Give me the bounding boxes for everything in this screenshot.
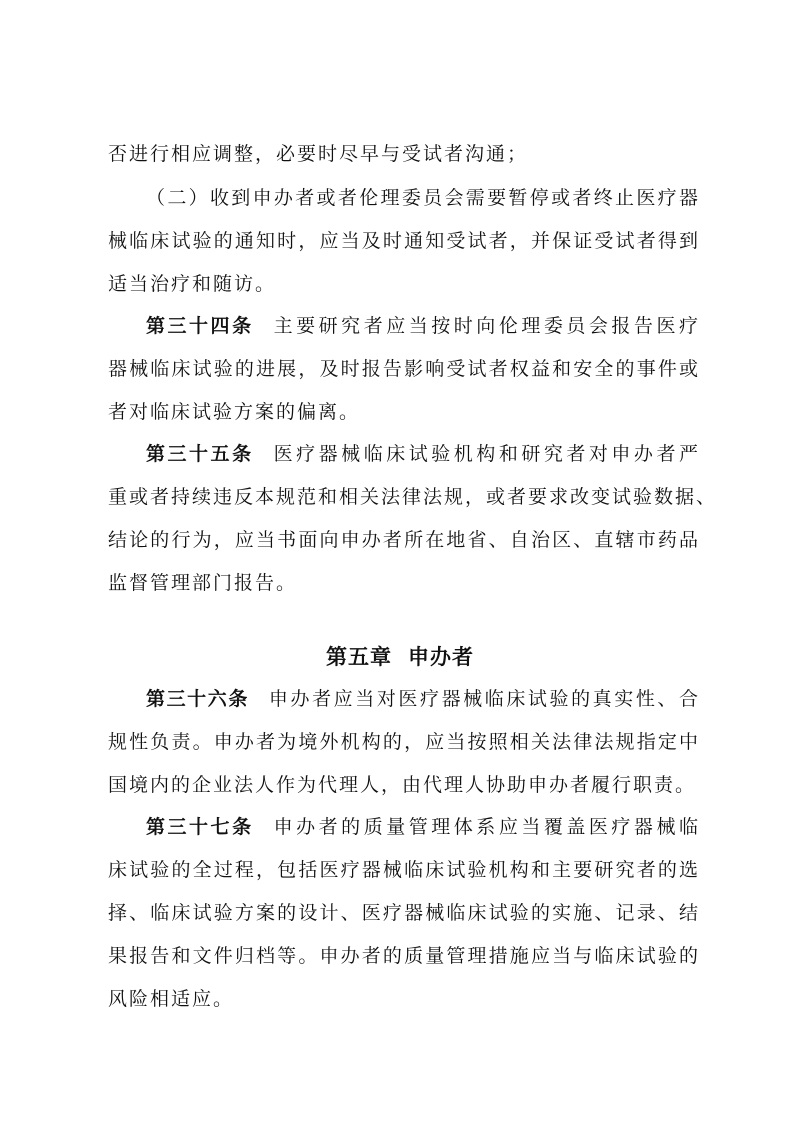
- paragraph-line: 床试验的全过程，包括医疗器械临床试验机构和主要研究者的选: [108, 859, 700, 881]
- article-36-first-line: [146, 687, 700, 711]
- paragraph-line: 规性负责。申办者为境外机构的，应当按照相关法律法规指定中: [108, 731, 700, 753]
- paragraph-line: 监督管理部门报告。: [108, 572, 298, 594]
- paragraph-line: 重或者持续违反本规范和相关法律法规，或者要求改变试验数据、: [108, 486, 718, 508]
- paragraph-line: 器械临床试验的进展，及时报告影响受试者权益和安全的事件或: [108, 358, 700, 380]
- paragraph-line: 者对临床试验方案的偏离。: [108, 401, 361, 423]
- article-text: 医疗器械临床试验机构和研究者对申办者严: [273, 443, 700, 465]
- chapter-heading: [0, 644, 800, 670]
- article-text: 申办者的质量管理体系应当覆盖医疗器械临: [273, 816, 700, 838]
- article-number: 第三十四条: [146, 315, 254, 337]
- paragraph-line: 国境内的企业法人作为代理人，由代理人协助申办者履行职责。: [108, 774, 697, 796]
- article-number: 第三十六条: [146, 688, 249, 710]
- paragraph-line: （二）收到申办者或者伦理委员会需要暂停或者终止医疗器: [146, 187, 700, 209]
- paragraph-line: 结论的行为，应当书面向申办者所在地省、自治区、直辖市药品: [108, 529, 700, 551]
- article-37-first-line: [146, 815, 700, 839]
- article-34-first-line: [146, 314, 700, 338]
- paragraph-line: 否进行相应调整，必要时尽早与受试者沟通；: [108, 143, 529, 165]
- article-text: 申办者应当对医疗器械临床试验的真实性、合: [268, 688, 700, 710]
- paragraph-line: 风险相适应。: [108, 988, 235, 1010]
- paragraph-line: 适当治疗和随访。: [108, 273, 277, 295]
- article-number: 第三十七条: [146, 816, 254, 838]
- paragraph-line: 械临床试验的通知时，应当及时通知受试者，并保证受试者得到: [108, 230, 700, 252]
- chapter-number: 第五章: [326, 645, 392, 669]
- paragraph-line: 果报告和文件归档等。申办者的质量管理措施应当与临床试验的: [108, 945, 700, 967]
- article-text: 主要研究者应当按时向伦理委员会报告医疗: [273, 315, 700, 337]
- chapter-title: 申办者: [408, 645, 474, 669]
- paragraph-line: 择、临床试验方案的设计、医疗器械临床试验的实施、记录、结: [108, 902, 700, 924]
- article-35-first-line: [146, 442, 700, 466]
- article-number: 第三十五条: [146, 443, 254, 465]
